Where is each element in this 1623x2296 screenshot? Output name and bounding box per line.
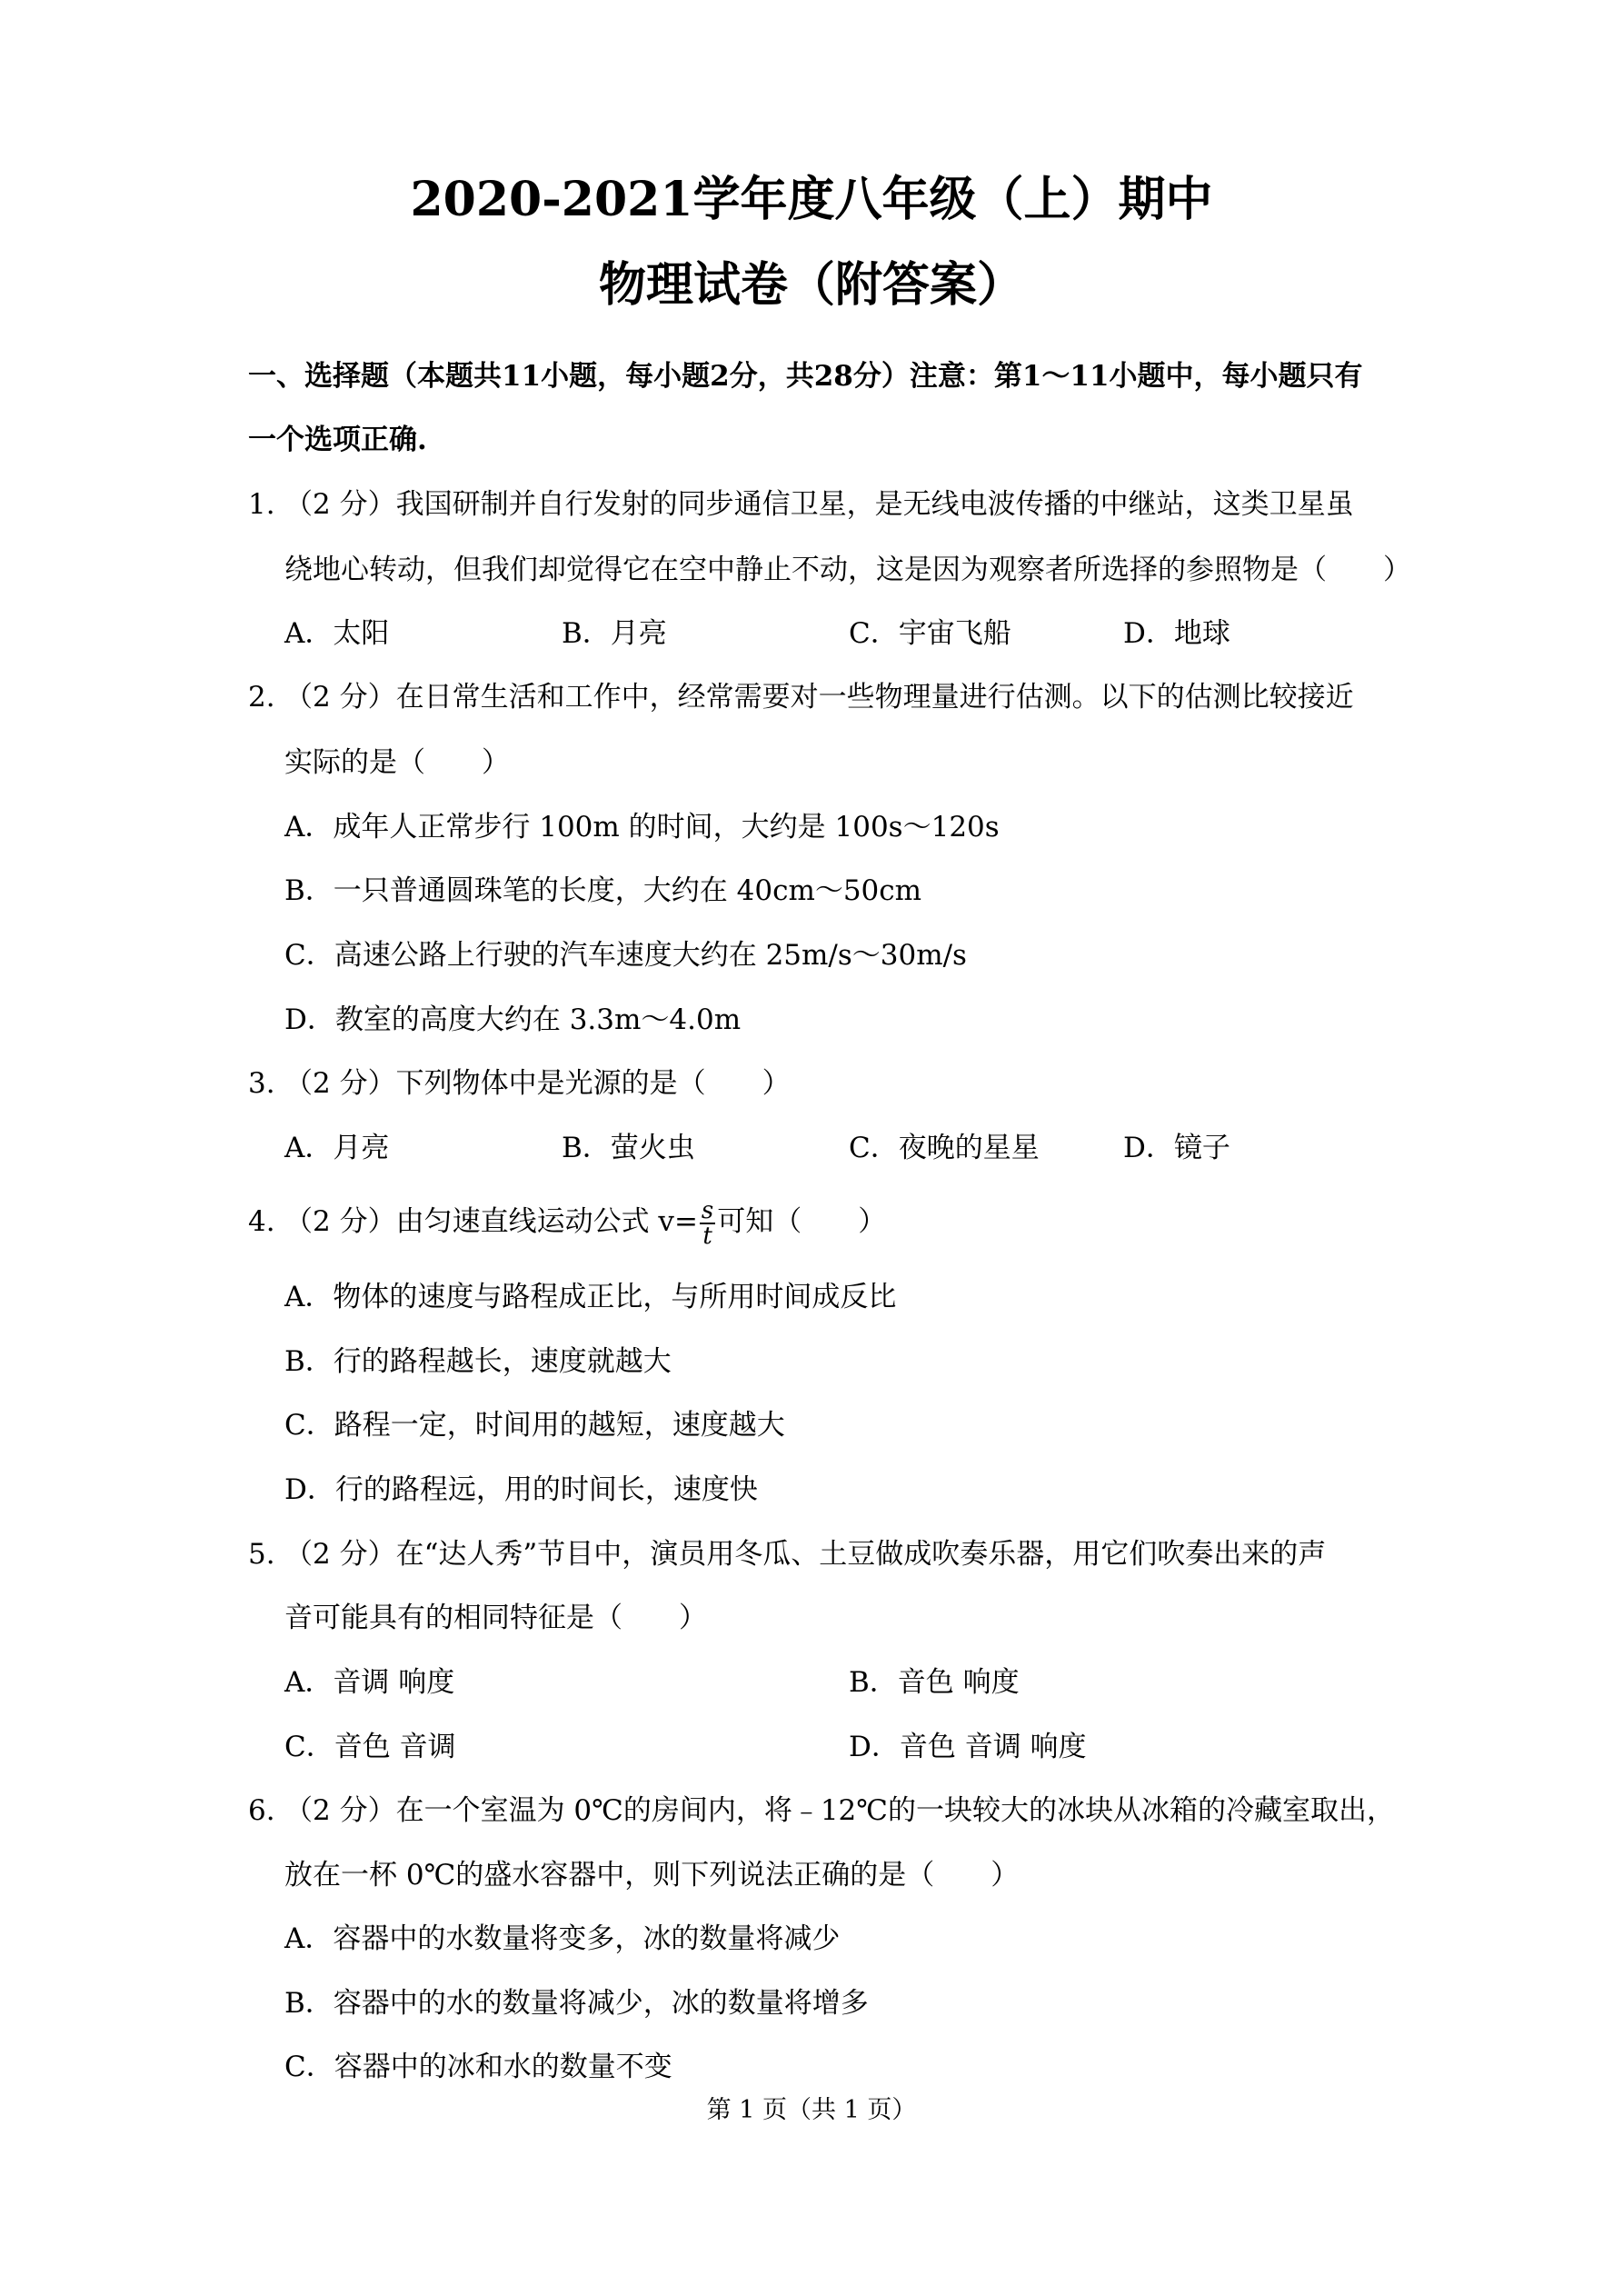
option-c: C．夜晚的星星 — [849, 1132, 1040, 1164]
option-c: C．宇宙飞船 — [849, 617, 1011, 650]
question-stem: （2 分）在日常生活和工作中，经常需要对一些物理量进行估测。以下的估测比较接近 — [284, 681, 1354, 714]
option-b: B．萤火虫 — [562, 1132, 695, 1164]
option-c: C．路程一定，时间用的越短，速度越大 — [284, 1409, 785, 1442]
question-number: 4. — [248, 1205, 275, 1238]
question-stem: （2 分）我国研制并自行发射的同步通信卫星，是无线电波传播的中继站，这类卫星虽 — [284, 488, 1354, 521]
option-d: D．音色 音调 响度 — [849, 1731, 1087, 1763]
formula-denominator: t — [702, 1222, 712, 1250]
velocity-formula — [700, 1196, 715, 1250]
question-stem: （2 分）下列物体中是光源的是（ ） — [284, 1067, 791, 1100]
option-b: B．月亮 — [562, 617, 667, 650]
option-a: A．物体的速度与路程成正比，与所用时间成反比 — [284, 1281, 897, 1313]
question-stem: （2 分）在“达人秀”节目中，演员用冬瓜、土豆做成吹奏乐器，用它们吹奏出来的声 — [284, 1538, 1327, 1571]
formula-numerator: s — [701, 1196, 714, 1224]
option-a: A．成年人正常步行 100m 的时间，大约是 100s～120s — [284, 811, 1000, 844]
page-subtitle: 物理试卷（附答案） — [598, 257, 1024, 313]
option-b: B．一只普通圆珠笔的长度，大约在 40cm～50cm — [284, 874, 922, 907]
option-a: A．音调 响度 — [284, 1666, 455, 1699]
question-stem-cont: 音可能具有的相同特征是（ ） — [284, 1602, 707, 1634]
question-stem-cont: 放在一杯 0℃的盛水容器中，则下列说法正确的是（ ） — [284, 1859, 1020, 1892]
question-stem-pre: （2 分）由匀速直线运动公式 v= — [284, 1205, 698, 1238]
option-c: C．音色 音调 — [284, 1731, 456, 1763]
option-a: A．太阳 — [284, 617, 390, 650]
option-b: B．容器中的水的数量将减少，冰的数量将增多 — [284, 1987, 869, 2020]
question-number: 1. — [248, 488, 275, 521]
question-number: 2. — [248, 681, 275, 714]
page-footer: 第 1 页（共 1 页） — [706, 2096, 917, 2124]
question-stem-cont: 绕地心转动，但我们却觉得它在空中静止不动，这是因为观察者所选择的参照物是（ ） — [284, 554, 1411, 586]
question-stem-cont: 实际的是（ ） — [284, 746, 510, 779]
question-number: 5. — [248, 1538, 275, 1571]
option-c: C．容器中的冰和水的数量不变 — [284, 2051, 672, 2083]
option-d: D．行的路程远，用的时间长，速度快 — [284, 1473, 758, 1506]
question-stem — [284, 1191, 886, 1253]
question-number: 3. — [248, 1067, 275, 1100]
option-c: C．高速公路上行驶的汽车速度大约在 25m/s～30m/s — [284, 939, 967, 972]
question-number: 6. — [248, 1794, 275, 1827]
option-a: A．月亮 — [284, 1132, 390, 1164]
question-stem: （2 分）在一个室温为 0℃的房间内，将﹣12℃的一块较大的冰块从冰箱的冷藏室取出， — [284, 1794, 1395, 1827]
section-heading-cont: 一个选项正确. — [248, 424, 427, 456]
option-d: D．地球 — [1123, 617, 1230, 650]
option-d: D．教室的高度大约在 3.3m～4.0m — [284, 1003, 742, 1036]
option-a: A．容器中的水数量将变多，冰的数量将减少 — [284, 1922, 841, 1955]
section-heading: 一、选择题（本题共11小题，每小题2分，共28分）注意：第1～11小题中，每小题只有 — [248, 360, 1363, 393]
option-b: B．行的路程越长，速度就越大 — [284, 1345, 672, 1378]
option-b: B．音色 响度 — [849, 1666, 1020, 1699]
option-d: D．镜子 — [1123, 1132, 1230, 1164]
question-stem-post: 可知（ ） — [717, 1205, 887, 1238]
page-title: 2020-2021学年度八年级（上）期中 — [410, 172, 1213, 227]
